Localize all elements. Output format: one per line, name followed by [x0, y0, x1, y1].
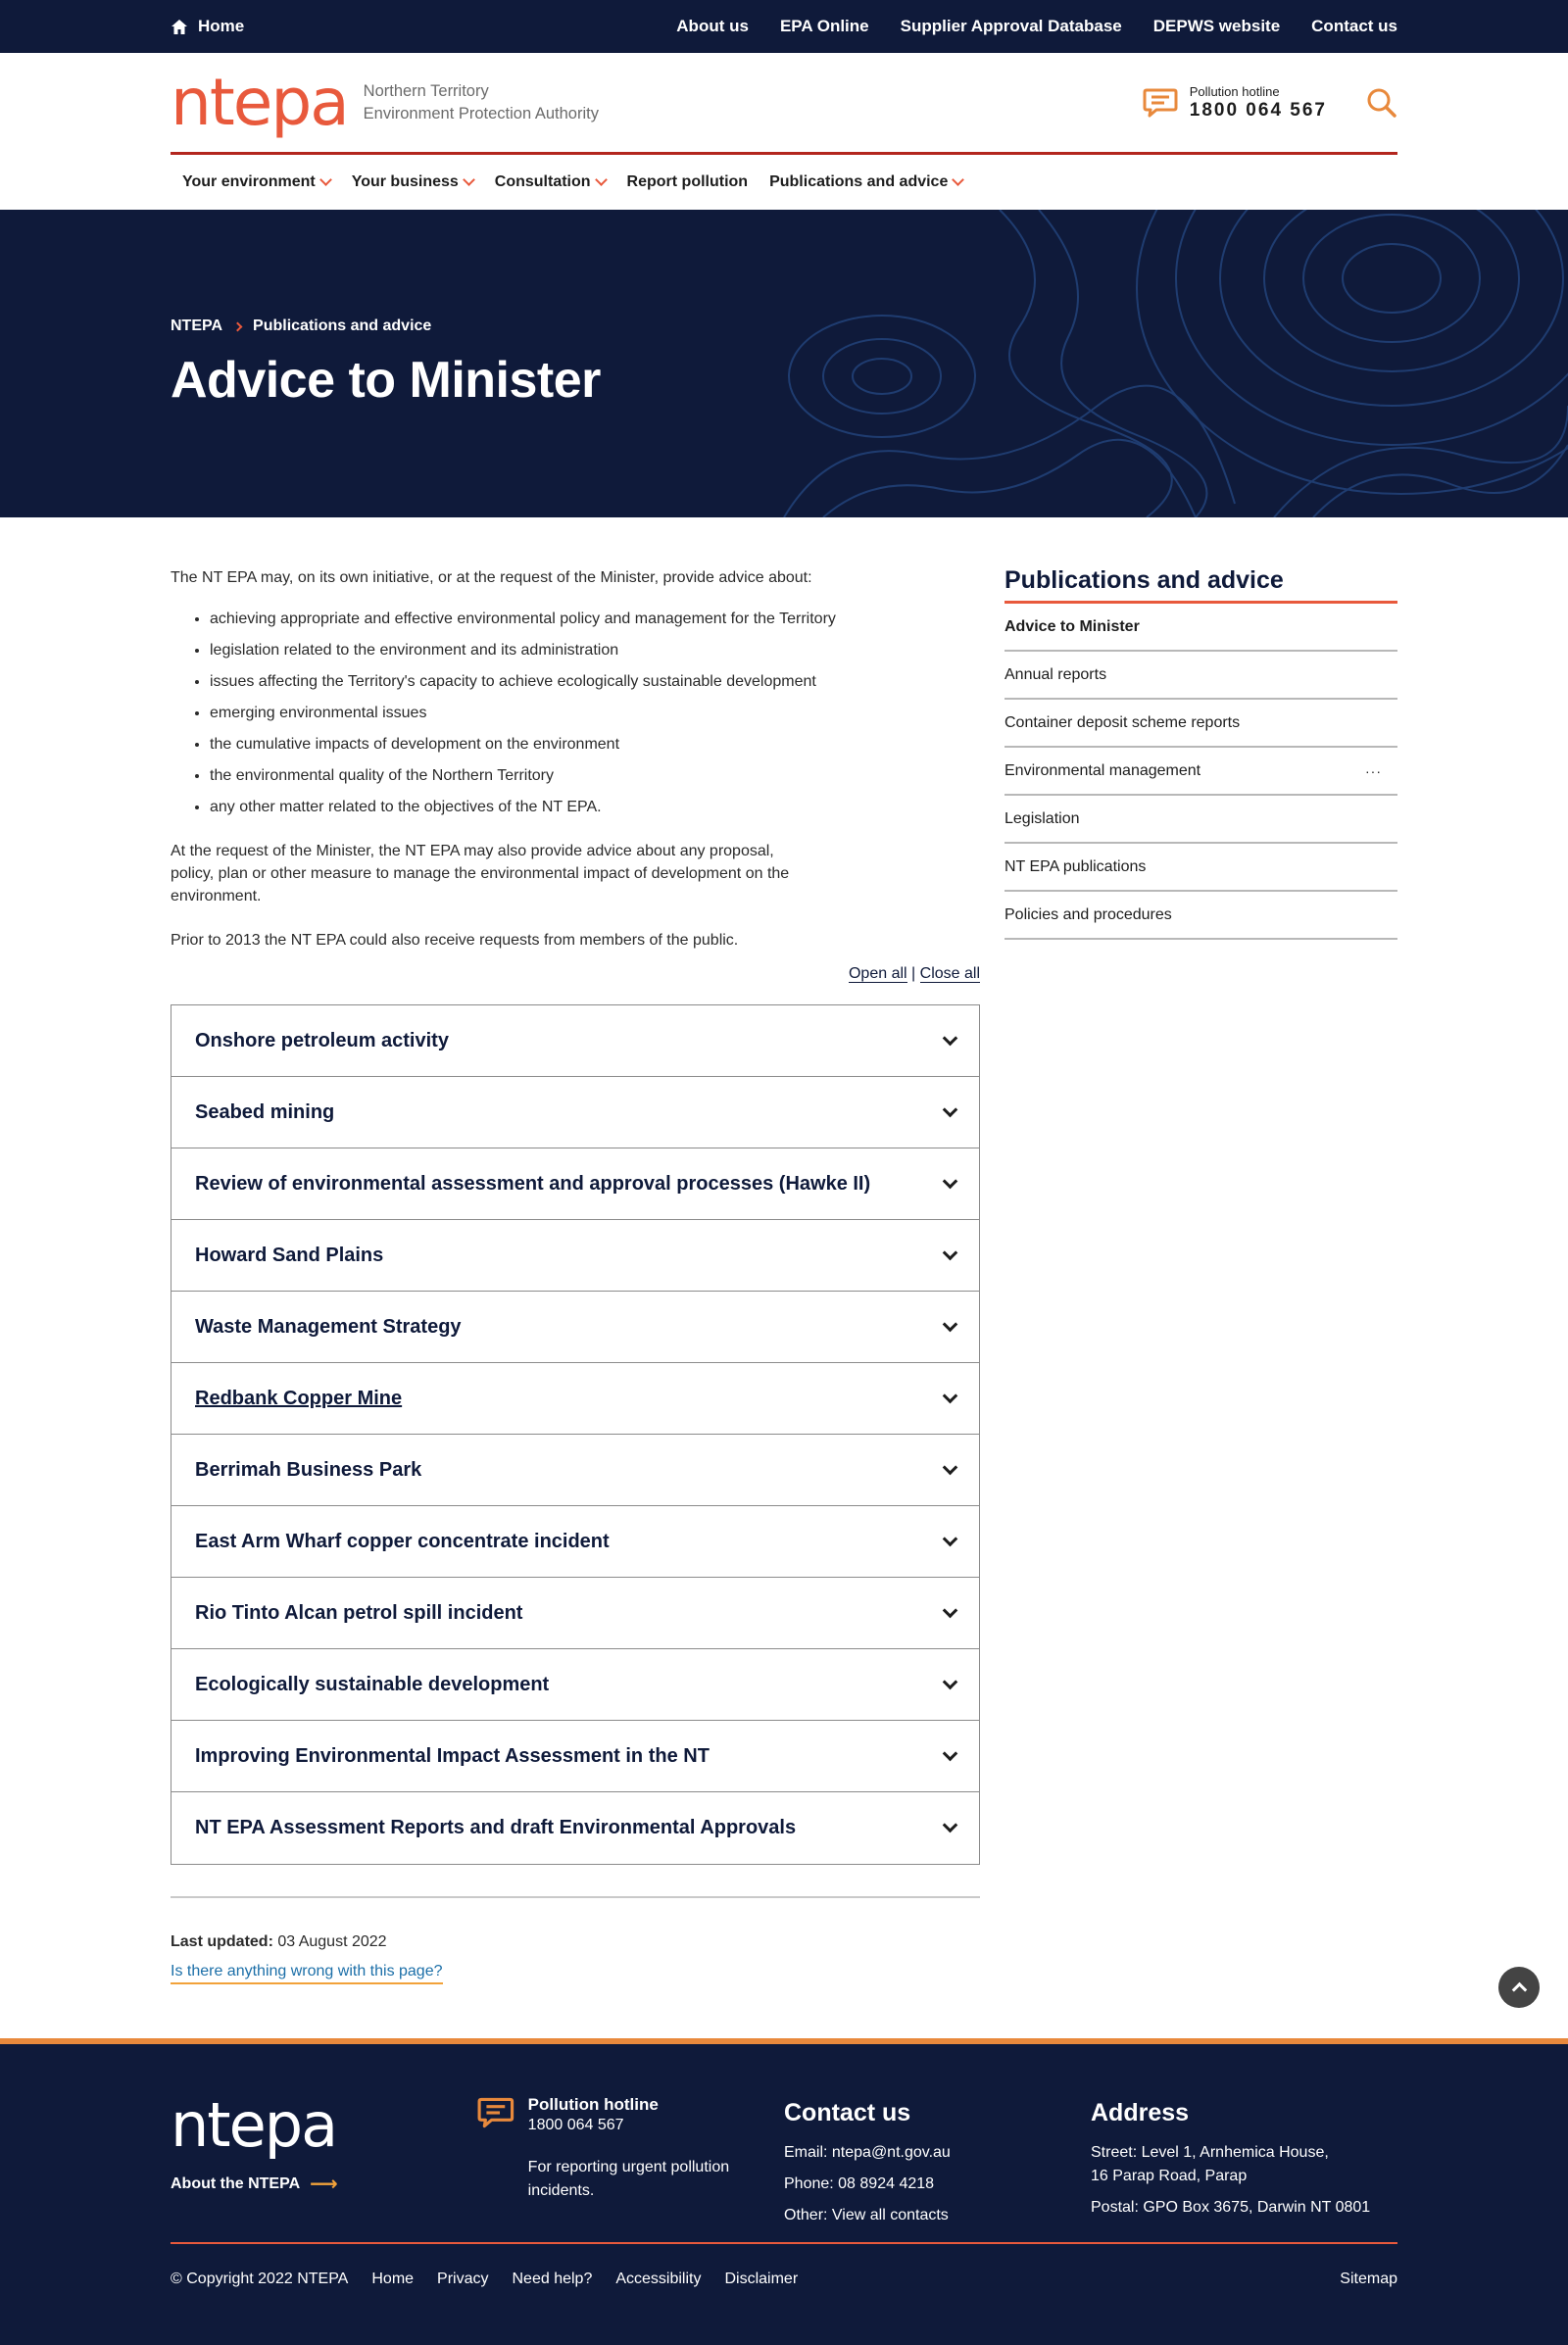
- footer-contact: [784, 2095, 1091, 2242]
- sidebar-item-label: Container deposit scheme reports: [1004, 713, 1241, 731]
- chevron-down-icon: [943, 1030, 958, 1046]
- advice-topics-list: [210, 609, 980, 818]
- accordion-item-esd[interactable]: [172, 1649, 979, 1721]
- accordion-title: Rio Tinto Alcan petrol spill incident: [195, 1601, 523, 1624]
- sidebar-item-advice-to-minister[interactable]: [1004, 604, 1397, 652]
- accordion-item-berrimah[interactable]: [172, 1435, 979, 1506]
- intro-text: The NT EPA may, on its own initiative, or at the request of the Minister, provide advice about:: [171, 569, 812, 586]
- footer-link-accessibility[interactable]: Accessibility: [615, 2271, 702, 2287]
- utility-link-supplier-db[interactable]: Supplier Approval Database: [900, 17, 1122, 35]
- arrow-right-icon: ⟶: [310, 2174, 338, 2195]
- chevron-down-icon: [943, 1245, 958, 1260]
- footer-brand: [171, 2089, 477, 2242]
- chevron-down-icon: [943, 1818, 958, 1833]
- open-all-link[interactable]: Open all: [848, 965, 907, 982]
- about-label: About the NTEPA: [171, 2174, 301, 2192]
- accordion-title: Onshore petroleum activity: [195, 1029, 449, 1051]
- hotline-label: Pollution hotline: [1189, 84, 1280, 99]
- chat-bubble-icon: [477, 2095, 514, 2130]
- list-item: • emerging environmental issues: [210, 703, 980, 724]
- chevron-up-icon: [1511, 1982, 1527, 1998]
- contact-phone[interactable]: Phone: 08 8924 4218: [784, 2175, 935, 2192]
- accordion-item-improving-eia[interactable]: [172, 1721, 979, 1792]
- nav-label: Your business: [351, 173, 459, 190]
- sidebar-item-label: Environmental management: [1004, 761, 1201, 779]
- controls-separator: |: [911, 965, 916, 982]
- accordion-item-assessment-reports[interactable]: [172, 1792, 979, 1864]
- list-item: • the environmental quality of the Northern Territory: [210, 765, 980, 787]
- accordion-item-seabed-mining[interactable]: [172, 1077, 979, 1148]
- nav-report-pollution[interactable]: [627, 173, 749, 191]
- accordion-item-rio-tinto[interactable]: [172, 1578, 979, 1649]
- chevron-down-icon: [943, 1745, 958, 1761]
- chevron-down-icon: [952, 173, 964, 186]
- org-name: [364, 80, 599, 125]
- footer-hotline-number[interactable]: 1800 064 567: [527, 2117, 624, 2133]
- last-updated-label: Last updated:: [171, 1933, 273, 1950]
- sidebar-item-label: Legislation: [1004, 809, 1080, 827]
- main-nav: [0, 155, 1568, 210]
- nav-publications-advice[interactable]: [769, 173, 962, 191]
- accordion-title: Ecologically sustainable development: [195, 1673, 550, 1695]
- hotline-number: 1800 064 567: [1189, 100, 1327, 121]
- accordion-title: East Arm Wharf copper concentrate incident: [195, 1530, 610, 1552]
- content-divider: [171, 1896, 980, 1898]
- contact-other[interactable]: Other: View all contacts: [784, 2207, 949, 2223]
- about-ntepa-link[interactable]: [171, 2172, 477, 2196]
- footer-hotline-title: Pollution hotline: [527, 2095, 659, 2114]
- address-postal: Postal: GPO Box 3675, Darwin NT 0801: [1091, 2199, 1371, 2216]
- chevron-down-icon: [319, 173, 332, 186]
- nav-consultation[interactable]: [495, 173, 606, 191]
- page-hero: [0, 210, 1568, 517]
- brand-logo-link[interactable]: [171, 64, 599, 140]
- chat-bubble-icon: [1143, 87, 1178, 119]
- footer-link-privacy[interactable]: Privacy: [437, 2271, 489, 2287]
- accordion-title: Howard Sand Plains: [195, 1244, 384, 1266]
- sidebar-item-label: NT EPA publications: [1004, 857, 1147, 875]
- content-area: [0, 517, 1568, 1984]
- chevron-down-icon: [943, 1531, 958, 1546]
- sidebar-item-publications[interactable]: [1004, 844, 1397, 892]
- utility-nav: [676, 17, 1397, 36]
- search-icon[interactable]: [1366, 87, 1397, 119]
- report-page-issue-link[interactable]: Is there anything wrong with this page?: [171, 1963, 443, 1984]
- footer-link-disclaimer[interactable]: Disclaimer: [724, 2271, 799, 2287]
- main-content: [171, 566, 980, 1984]
- address-street-line2: 16 Parap Road, Parap: [1091, 2168, 1248, 2184]
- list-item: • legislation related to the environment and its administration: [210, 640, 980, 661]
- address-street-line1: Street: Level 1, Arnhemica House,: [1091, 2144, 1329, 2161]
- advice-accordion: [171, 1004, 980, 1865]
- accordion-item-howard-sand-plains[interactable]: [172, 1220, 979, 1292]
- utility-link-contact[interactable]: Contact us: [1311, 17, 1397, 35]
- nav-your-business[interactable]: [352, 173, 473, 191]
- nav-label: Publications and advice: [769, 173, 949, 190]
- utility-link-about[interactable]: About us: [676, 17, 749, 35]
- breadcrumb-publications[interactable]: Publications and advice: [253, 318, 432, 334]
- footer-hotline-desc: For reporting urgent pollution incidents.: [527, 2159, 730, 2199]
- contact-email[interactable]: Email: ntepa@nt.gov.au: [784, 2144, 951, 2161]
- utility-link-epa-online[interactable]: EPA Online: [779, 17, 869, 35]
- list-item: • any other matter related to the objectives of the NT EPA.: [210, 797, 980, 818]
- last-updated-date: 03 August 2022: [277, 1933, 387, 1950]
- sidebar-item-legislation[interactable]: [1004, 796, 1397, 844]
- chevron-down-icon: [943, 1388, 958, 1403]
- footer-contact-title: Contact us: [784, 2099, 911, 2126]
- pollution-hotline[interactable]: [1143, 85, 1327, 120]
- sidebar-item-label: Advice to Minister: [1004, 617, 1140, 635]
- chevron-down-icon: [943, 1459, 958, 1475]
- accordion-controls: [171, 965, 980, 983]
- breadcrumb-ntepa[interactable]: NTEPA: [171, 318, 223, 334]
- header-actions: [1143, 85, 1397, 120]
- nav-label: Your environment: [182, 173, 316, 190]
- chevron-down-icon: [943, 1101, 958, 1117]
- chevron-down-icon: [595, 173, 608, 186]
- footer-address: [1091, 2095, 1397, 2242]
- org-name-line1: Northern Territory: [363, 81, 489, 100]
- footer-link-help[interactable]: Need help?: [512, 2271, 593, 2287]
- chevron-down-icon: [943, 1674, 958, 1689]
- more-icon[interactable]: ···: [1365, 762, 1382, 779]
- accordion-item-waste-strategy[interactable]: [172, 1292, 979, 1363]
- chevron-down-icon: [943, 1602, 958, 1618]
- back-to-top-button[interactable]: [1498, 1967, 1540, 2008]
- ntepa-logo: ntepa: [171, 2089, 337, 2161]
- minister-request-text: At the request of the Minister, the NT EPA may also provide advice about any proposal, policy, plan or other measure to manage the environmental impact of development on the environment.: [171, 843, 790, 904]
- breadcrumb: [171, 318, 1397, 335]
- site-header: [0, 53, 1568, 155]
- chevron-right-icon: [233, 321, 243, 331]
- list-item: • the cumulative impacts of development on the environment: [210, 734, 980, 756]
- sidebar-item-cds-reports[interactable]: [1004, 700, 1397, 748]
- list-item: • issues affecting the Territory's capacity to achieve ecologically sustainable development: [210, 671, 980, 693]
- sidebar-item-environmental-management[interactable]: [1004, 748, 1397, 796]
- site-footer: [0, 2038, 1568, 2345]
- accordion-title: Seabed mining: [195, 1100, 335, 1123]
- sidebar-item-label: Policies and procedures: [1004, 905, 1172, 923]
- section-sidebar: [1004, 566, 1397, 1984]
- accordion-title: Review of environmental assessment and approval processes (Hawke II): [195, 1172, 871, 1195]
- ntepa-logo: ntepa: [171, 64, 348, 140]
- list-item: • achieving appropriate and effective environmental policy and management for the Territory: [210, 609, 980, 630]
- public-requests-text: Prior to 2013 the NT EPA could also receive requests from members of the public.: [171, 932, 739, 949]
- accordion-title: NT EPA Assessment Reports and draft Environmental Approvals: [195, 1817, 797, 1838]
- footer-bottom-bar: [171, 2244, 1397, 2315]
- copyright: © Copyright 2022 NTEPA: [171, 2271, 349, 2287]
- page-title: Advice to Minister: [171, 352, 601, 409]
- last-updated: [171, 1933, 980, 1951]
- footer-hotline: [477, 2095, 784, 2242]
- nav-your-environment[interactable]: [182, 173, 330, 191]
- accordion-title: Waste Management Strategy: [195, 1315, 462, 1338]
- sidebar-item-label: Annual reports: [1004, 665, 1107, 683]
- accordion-item-redbank-copper[interactable]: [172, 1363, 979, 1435]
- home-icon: [171, 19, 188, 35]
- sidebar-item-policies[interactable]: [1004, 892, 1397, 940]
- accordion-item-onshore-petroleum[interactable]: [172, 1005, 979, 1077]
- footer-link-home[interactable]: Home: [371, 2271, 415, 2287]
- accordion-title: Berrimah Business Park: [195, 1458, 422, 1481]
- sidebar-item-annual-reports[interactable]: [1004, 652, 1397, 700]
- accordion-item-east-arm-wharf[interactable]: [172, 1506, 979, 1578]
- home-link[interactable]: [171, 17, 244, 36]
- sidebar-title: Publications and advice: [1004, 566, 1397, 604]
- utility-bar: [0, 0, 1568, 53]
- home-label: Home: [198, 17, 245, 35]
- chevron-down-icon: [463, 173, 475, 186]
- footer-address-title: Address: [1091, 2099, 1190, 2126]
- accordion-item-hawke-review[interactable]: [172, 1148, 979, 1220]
- chevron-down-icon: [943, 1173, 958, 1189]
- org-name-line2: Environment Protection Authority: [363, 104, 599, 122]
- accordion-title: Improving Environmental Impact Assessment in the NT: [195, 1744, 710, 1767]
- nav-label: Report pollution: [626, 173, 749, 190]
- close-all-link[interactable]: Close all: [919, 965, 980, 982]
- accordion-title: Redbank Copper Mine: [195, 1387, 403, 1409]
- utility-link-depws[interactable]: DEPWS website: [1152, 17, 1281, 35]
- nav-label: Consultation: [494, 173, 591, 190]
- footer-link-sitemap[interactable]: Sitemap: [1340, 2271, 1397, 2287]
- chevron-down-icon: [943, 1316, 958, 1332]
